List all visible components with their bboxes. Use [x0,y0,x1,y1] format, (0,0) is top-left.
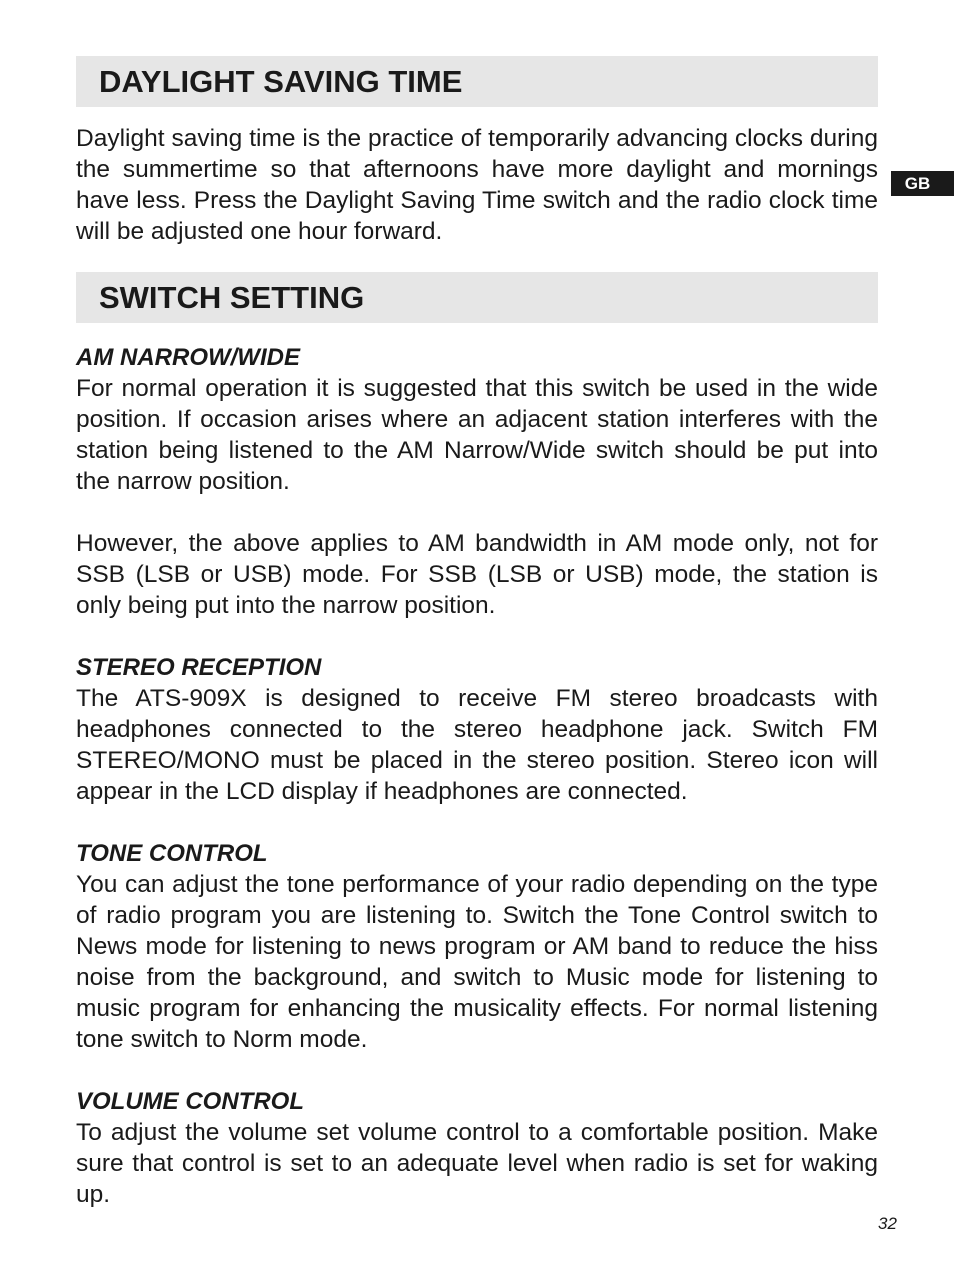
am-narrow-wide-paragraph-2: However, the above applies to AM bandwidth in AM mode only, not for SSB (LSB or USB) mode. For SSB (LSB or USB) mode, the station is only being put into the narrow position. [76,530,878,619]
subheading-am-narrow-wide: AM NARROW/WIDE [76,344,300,371]
section-header-switch-setting [76,272,878,323]
section-title: DAYLIGHT SAVING TIME [99,63,463,99]
section-header-daylight-saving-time [76,56,878,107]
page-number: 32 [878,1214,897,1233]
manual-page [76,56,878,1210]
language-tab-gb [891,171,954,196]
subheading-stereo-reception: STEREO RECEPTION [76,654,322,681]
daylight-saving-paragraph: Daylight saving time is the practice of temporarily advancing clocks during the summertime so that afternoons have more daylight and mornings have less. Press the Daylight Saving Time switch and the radio clock time will be adjusted one hour forward. [76,125,878,245]
section-title: SWITCH SETTING [99,279,365,315]
language-tab-label: GB [904,173,931,193]
subheading-volume-control: VOLUME CONTROL [76,1088,304,1115]
tone-control-paragraph: You can adjust the tone performance of your radio depending on the type of radio program you are listening to. Switch the Tone Control switch to News mode for listening to news program or AM band to reduce the hiss noise from the background, and switch to Music mode for listening to music program for enhancing the musicality effects. For normal listening tone switch to Norm mode. [76,871,878,1053]
stereo-reception-paragraph: The ATS-909X is designed to receive FM stereo broadcasts with headphones connected to the stereo headphone jack. Switch FM STEREO/MONO must be placed in the stereo position. Stereo icon will appear in the LCD display if headphones are connected. [76,685,878,805]
subheading-tone-control: TONE CONTROL [76,840,268,867]
am-narrow-wide-paragraph-1: For normal operation it is suggested that this switch be used in the wide position. If occasion arises where an adjacent station interferes with the station being listened to the AM Narrow/Wide switch should be put into the narrow position. [76,375,878,495]
volume-control-paragraph: To adjust the volume set volume control to a comfortable position. Make sure that control is set to an adequate level when radio is set for waking up. [76,1119,878,1208]
